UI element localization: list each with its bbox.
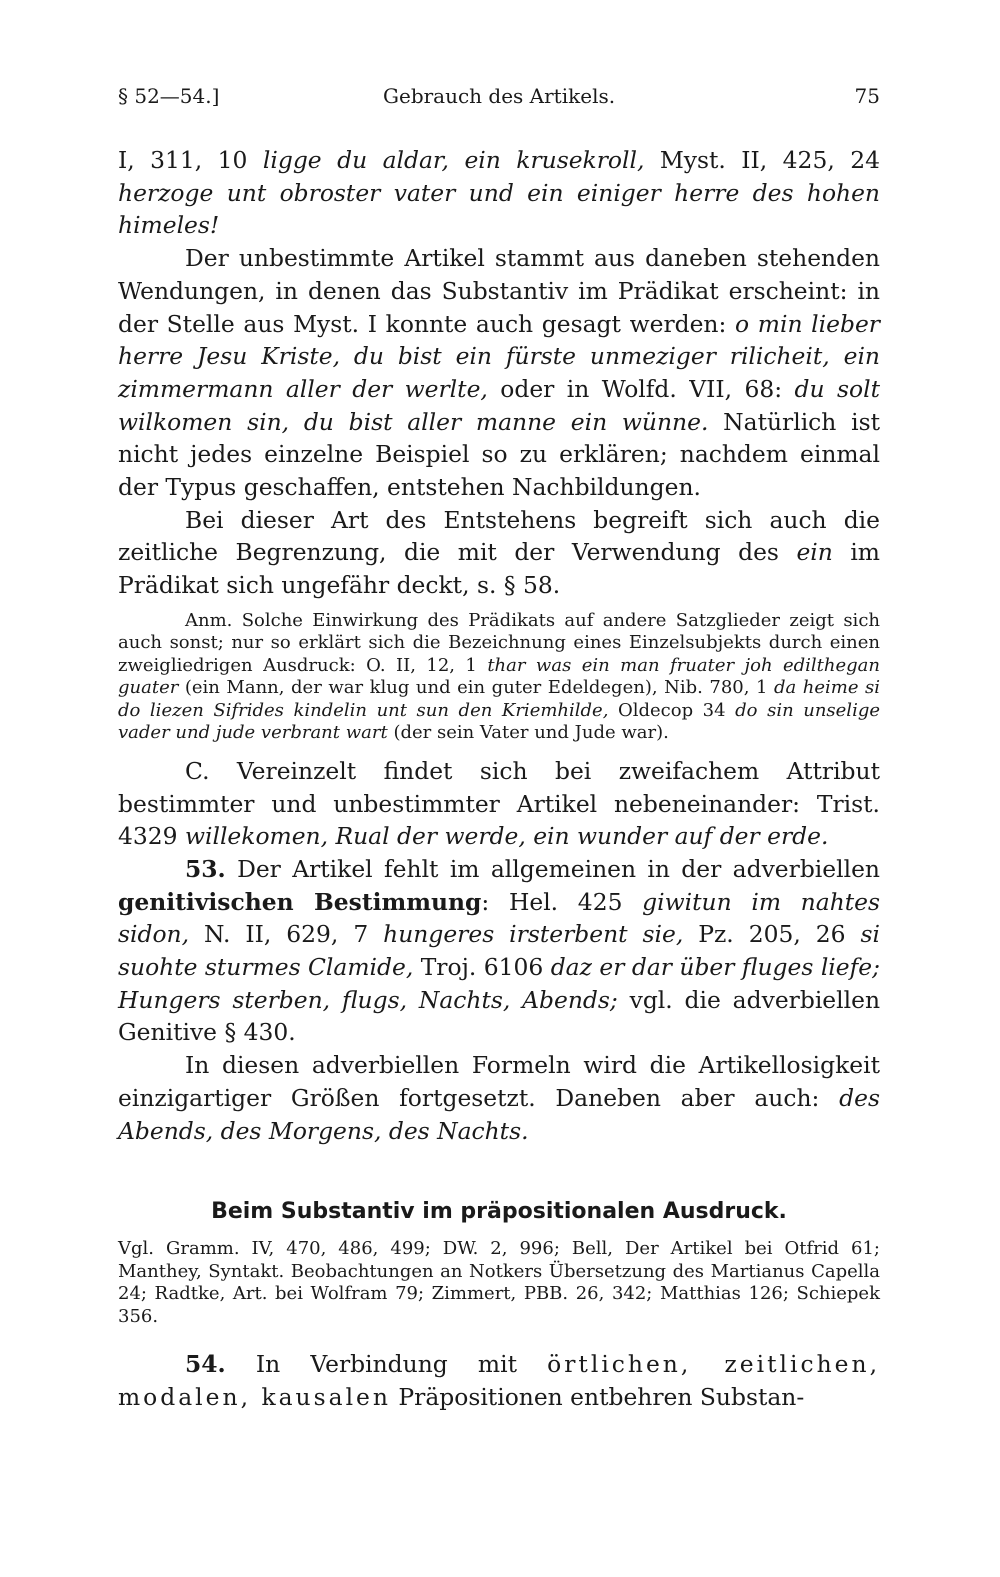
section-54: 54. In Verbindung mit örtlichen, zeitlichen, modalen, kausalen Präpositionen entbehren Substan- <box>118 1350 881 1411</box>
paragraph-indefinite-article: Der unbestimmte Artikel stammt aus daneben stehenden Wendungen, in denen das Substantiv im Prädikat erscheint: in der Stelle aus Myst. I konnte auch gesagt werden: o min lieber herre Jesu Kriste, du bist ein fürste unmeziger rilicheit, ein zimmermann aller der werlte, oder in Wolfd. VII, 68: du solt wilkomen sin, du bist aller manne ein wünne. Natürlich ist nicht jedes einzelne Beispiel so zu erklären; nachdem einmal der Typus geschaffen, entstehen Nachbildungen. <box>118 244 880 502</box>
body-text <box>118 144 880 1414</box>
section-number: 54. <box>185 1350 226 1379</box>
page-number: 75 <box>854 84 880 108</box>
section-heading: Beim Substantiv im präpositionalen Ausdruck. <box>211 1199 787 1225</box>
section-range: § 52—54.] <box>118 84 220 108</box>
running-title: Gebrauch des Artikels. <box>383 84 616 108</box>
page <box>118 84 880 1414</box>
paragraph-c: C. Vereinzelt findet sich bei zweifachem Attribut bestimmter und unbestimmter Artikel nebeneinander: Trist. 4329 willekomen, Rual der werde, ein wunder auf der erde. <box>118 756 880 851</box>
paragraph-examples: I, 311, 10 ligge du aldar, ein krusekroll, Myst. II, 425, 24 herzoge unt obroster vater und ein einiger herre des hohen himeles! <box>118 146 880 240</box>
bibliography-note: Vgl. Gramm. IV, 470, 486, 499; DW. 2, 996; Bell, Der Artikel bei Otfrid 61; Manthey, Syntakt. Beobachtungen an Notkers Übersetzung des Martianus Capella 24; Radtke, Art. bei Wolfram 79; Zimmert, PBB. 26, 342; Matthias 126; Schiepek 356. <box>118 1238 880 1327</box>
section-number: 53. <box>185 854 226 883</box>
running-header <box>118 84 880 124</box>
paragraph-adverbial-formulas: In diesen adverbiellen Formeln wird die Artikellosigkeit einzigartiger Größen fortgesetzt. Daneben aber auch: des Abends, des Morgens, des Nachts. <box>118 1051 880 1145</box>
paragraph-temporal-limit: Bei dieser Art des Entstehens begreift sich auch die zeitliche Begrenzung, die mit der Verwendung des ein im Prädikat sich ungefähr deckt, s. § 58. <box>118 505 880 600</box>
section-53: 53. Der Artikel fehlt im allgemeinen in der adverbiellen genitivischen Bestimmung: Hel. 425 giwitun im nahtes sidon, N. II, 629, 7 hungeres irsterbent sie, Pz. 205, 26 si suohte sturmes Clamide, Troj. 6106 daz er dar über fluges liefe; Hungers sterben, flugs, Nachts, Abends; vgl. die adverbiellen Genitive § 430. <box>118 854 881 1047</box>
annotation-note: Anm. Solche Einwirkung des Prädikats auf andere Satzglieder zeigt sich auch sonst; nur so erklärt sich die Bezeichnung eines Einzelsubjekts durch einen zweigliedrigen Ausdruck: O. II, 12, 1 thar was ein man fruater joh edilthegan guater (ein Mann, der war klug und ein guter Edeldegen), Nib. 780, 1 da heime si do liezen Sifrides kindelin unt sun den Kriemhilde, Oldecop 34 do sin unselige vader und jude verbrant wart (der sein Vater und Jude war). <box>118 609 881 744</box>
